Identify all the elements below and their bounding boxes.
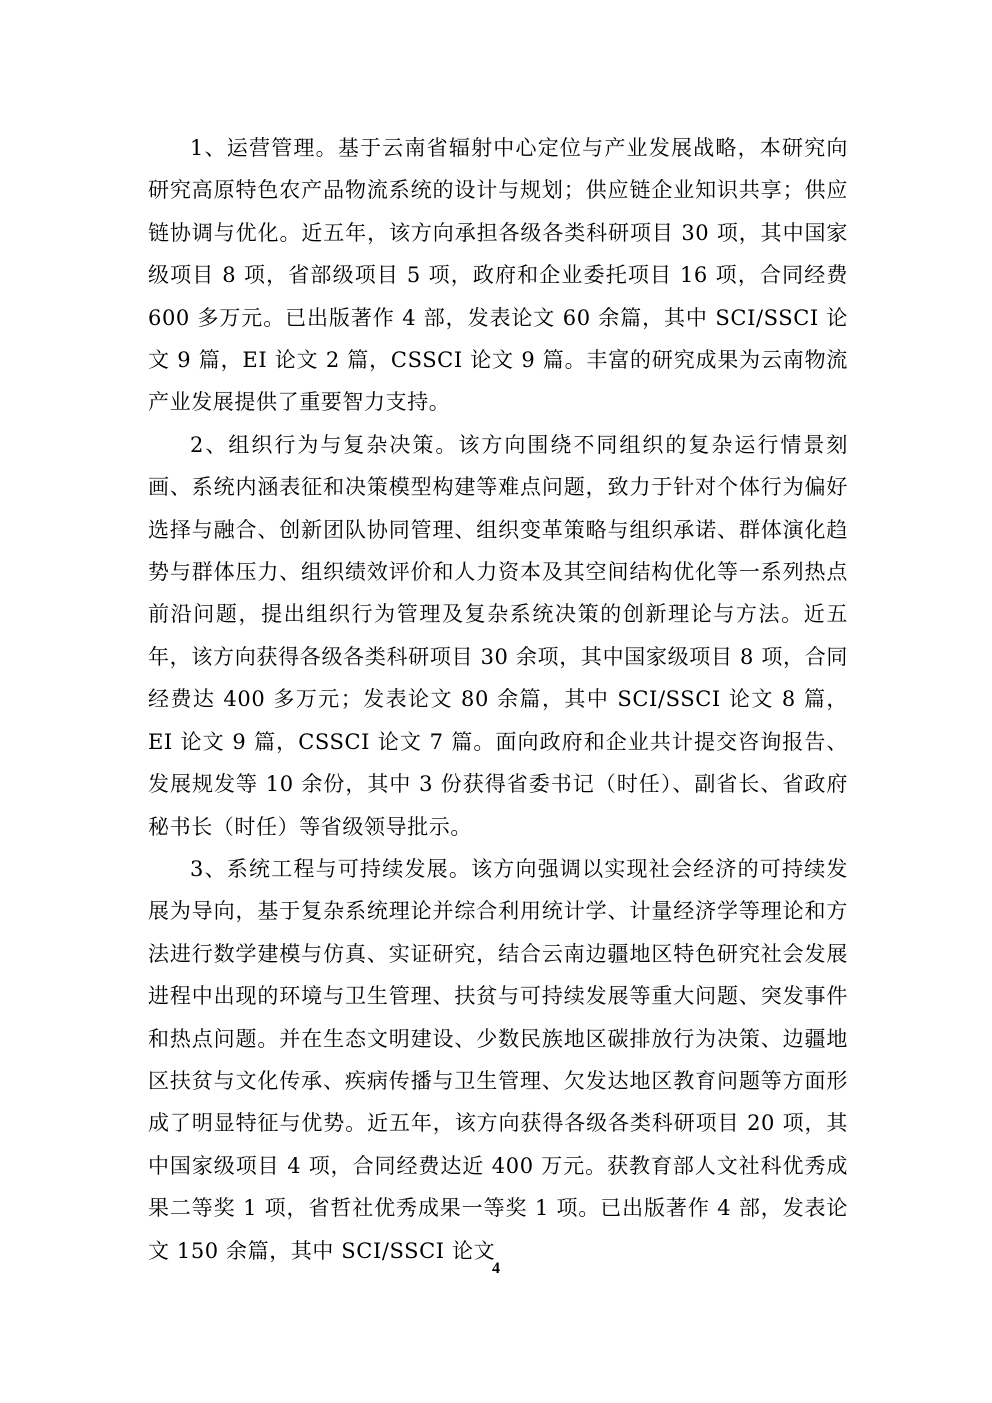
paragraph-operations-management: 1、运营管理。基于云南省辐射中心定位与产业发展战略，本研究向研究高原特色农产品物流系统的设计与规划；供应链企业知识共享；供应链协调与优化。近五年，该方向承担各级各类科研项目 30 项，其中国家级项目 8 项，省部级项目 5 项，政府和企业委托项目 16 项，合同经费 600 多万元。已出版著作 4 部，发表论文 60 余篇，其中 SCI/SSCI 论文 9 篇，EI 论文 2 篇，CSSCI 论文 9 篇。丰富的研究成果为云南物流产业发展提供了重要智力支持。 <box>148 136 848 415</box>
paragraph-systems-engineering: 3、系统工程与可持续发展。该方向强调以实现社会经济的可持续发展为导向，基于复杂系统理论并综合利用统计学、计量经济学等理论和方法进行数学建模与仿真、实证研究，结合云南边疆地区特色研究社会发展进程中出现的环境与卫生管理、扶贫与可持续发展等重大问题、突发事件和热点问题。并在生态文明建设、少数民族地区碳排放行为决策、边疆地区扶贫与文化传承、疾病传播与卫生管理、欠发达地区教育问题等方面形成了明显特征与优势。近五年，该方向获得各级各类科研项目 20 项，其中国家级项目 4 项，合同经费达近 400 万元。获教育部人文社科优秀成果二等奖 1 项，省哲社优秀成果一等奖 1 项。已出版著作 4 部，发表论文 150 余篇，其中 SCI/SSCI 论文 <box>148 856 848 1263</box>
paragraph-organizational-behavior: 2、组织行为与复杂决策。该方向围绕不同组织的复杂运行情景刻画、系统内涵表征和决策模型构建等难点问题，致力于针对个体行为偏好选择与融合、创新团队协同管理、组织变革策略与组织承诺、群体演化趋势与群体压力、组织绩效评价和人力资本及其空间结构优化等一系列热点前沿问题，提出组织行为管理及复杂系统决策的创新理论与方法。近五年，该方向获得各级各类科研项目 30 余项，其中国家级项目 8 项，合同经费达 400 多万元；发表论文 80 余篇，其中 SCI/SSCI 论文 8 篇，EI 论文 9 篇，CSSCI 论文 7 篇。面向政府和企业共计提交咨询报告、发展规发等 10 余份，其中 3 份获得省委书记（时任）、副省长、省政府秘书长（时任）等省级领导批示。 <box>148 432 848 839</box>
body-text <box>148 127 848 1272</box>
page-number: 4 <box>492 1260 500 1277</box>
